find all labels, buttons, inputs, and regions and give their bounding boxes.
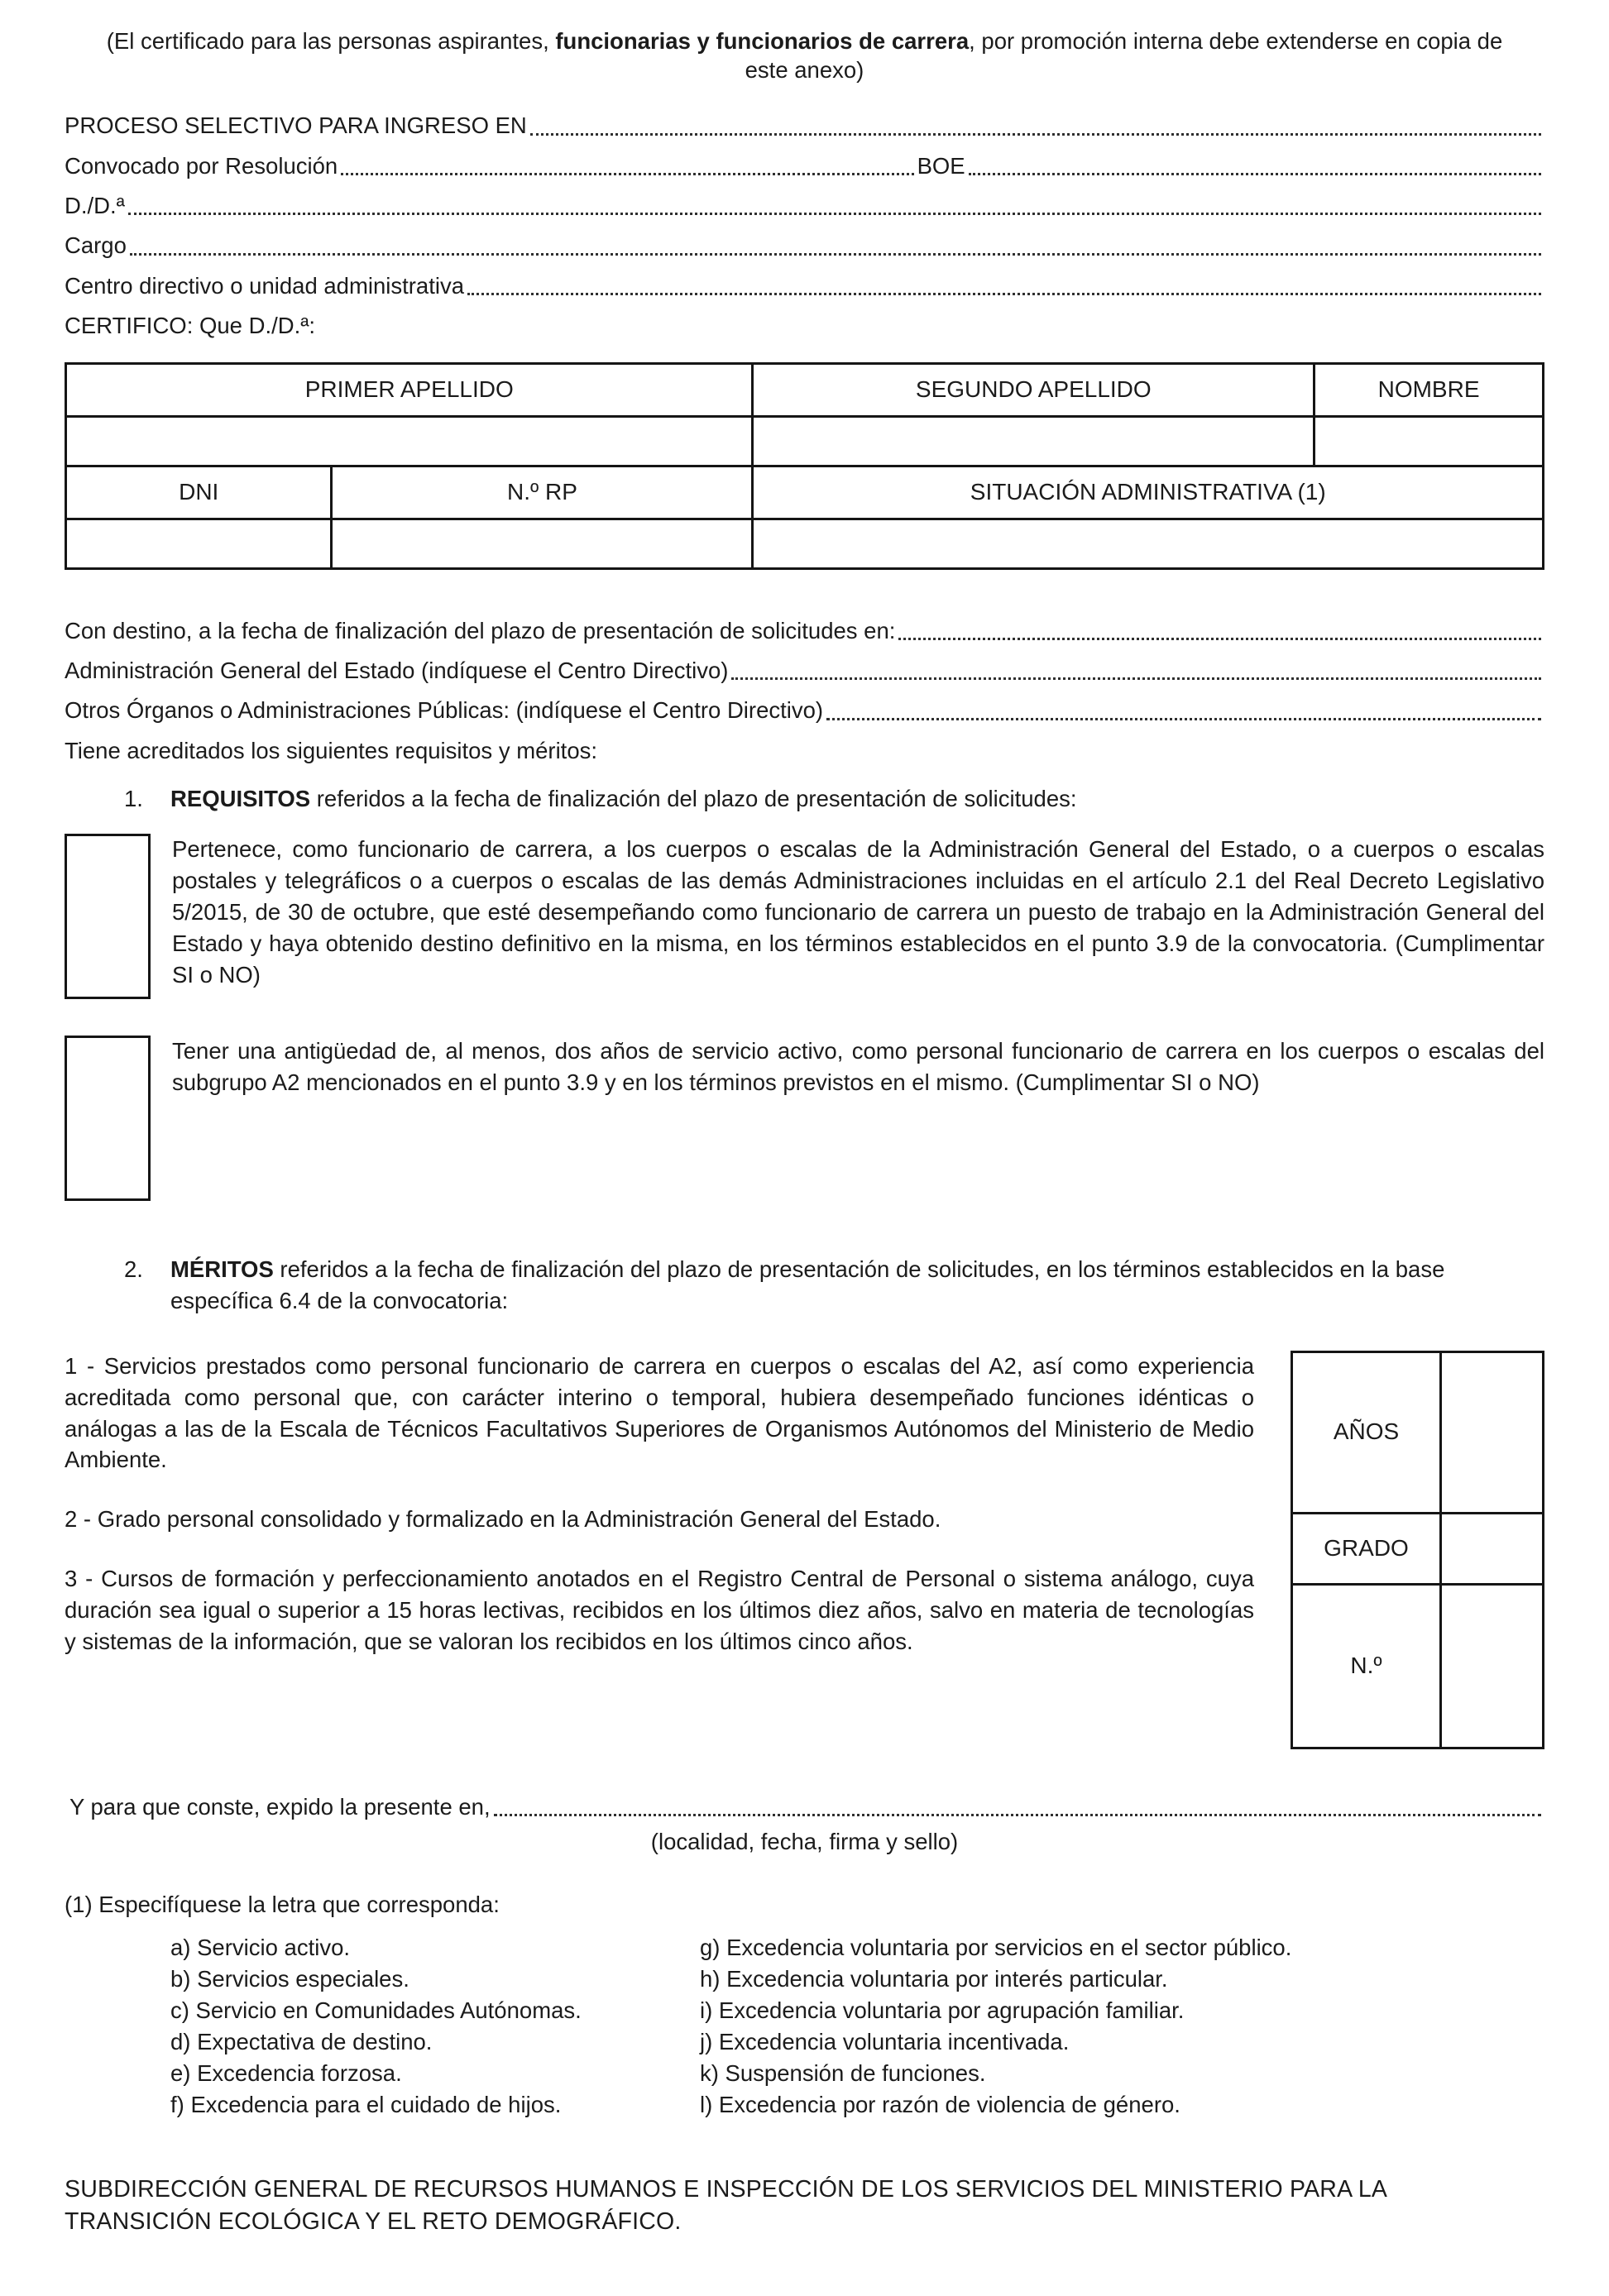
centro-label: Centro directivo o unidad administrativa <box>65 272 465 299</box>
nrp-header: N.º RP <box>332 466 753 519</box>
meritos-text-column <box>65 1351 1254 1658</box>
situacion-header: SITUACIÓN ADMINISTRATIVA (1) <box>753 466 1544 519</box>
header-note-part2: , por promoción interna debe extenderse en copia de este anexo) <box>745 28 1503 84</box>
line-proceso-selectivo <box>65 111 1544 141</box>
numero-value-cell[interactable] <box>1442 1586 1542 1747</box>
requisito-2-checkbox[interactable] <box>65 1036 151 1201</box>
requisito-2-text: Tener una antigüedad de, al menos, dos años de servicio activo, como personal funcionario de carrera en los cuerpos o escalas del subgrupo A2 mencionados en el punto 3.9 y en los términos previstos en el mismo. (Cumplimentar SI o NO) <box>172 1038 1544 1096</box>
requisitos-number: 1. <box>124 786 143 812</box>
legend-item-h: h) Excedencia voluntaria por interés particular. <box>700 1966 1168 1992</box>
footer-department: SUBDIRECCIÓN GENERAL DE RECURSOS HUMANOS E INSPECCIÓN DE LOS SERVICIOS DEL MINISTERIO PARA LA TRANSICIÓN ECOLÓGICA Y EL RETO DEMOGRÁFICO. <box>65 2176 1386 2235</box>
line-otros-organos <box>65 696 1544 725</box>
legend-item-j: j) Excedencia voluntaria incentivada. <box>700 2029 1070 2055</box>
closing-subline: (localidad, fecha, firma y sello) <box>650 1828 959 1854</box>
table-header-row-ids <box>66 466 1544 519</box>
merito-3-text: 3 - Cursos de formación y perfeccionamiento anotados en el Registro Central de Personal o sistema análogo, cuya duración sea igual o superior a 15 horas lectivas, recibidos en los últimos diez años, salvo en materia de tecnologías y sistemas de la información, que se valoran los recibidos en los últimos cinco años. <box>65 1566 1254 1655</box>
con-destino-fill-line[interactable] <box>898 638 1541 640</box>
nrp-cell[interactable] <box>332 519 753 568</box>
footnote-legend <box>170 1932 1544 2121</box>
age-centro-label: Administración General del Estado (indíquese el Centro Directivo) <box>65 657 729 683</box>
meritos-title: MÉRITOS <box>170 1256 274 1283</box>
requisitos-rest: referidos a la fecha de finalización del plazo de presentación de solicitudes: <box>310 786 1077 812</box>
line-centro-directivo <box>65 271 1544 301</box>
con-destino-label: Con destino, a la fecha de finalización del plazo de presentación de solicitudes en: <box>65 617 896 643</box>
segundo-apellido-header: SEGUNDO APELLIDO <box>753 363 1314 416</box>
cargo-label: Cargo <box>65 232 127 259</box>
anos-value-cell[interactable] <box>1442 1353 1542 1514</box>
meritos-score-table <box>1291 1351 1544 1749</box>
situacion-cell[interactable] <box>753 519 1544 568</box>
numero-label: N.º <box>1293 1586 1442 1747</box>
header-note-part1: (El certificado para las personas aspirantes, <box>106 28 556 54</box>
convocado-label: Convocado por Resolución <box>65 152 338 179</box>
tiene-acreditados-line: Tiene acreditados los siguientes requisitos y méritos: <box>65 737 598 763</box>
legend-item-l: l) Excedencia por razón de violencia de género. <box>700 2092 1180 2118</box>
legend-item-i: i) Excedencia voluntaria por agrupación familiar. <box>700 1997 1185 2024</box>
cargo-fill-line[interactable] <box>130 253 1541 256</box>
merito-2-text: 2 - Grado personal consolidado y formalizado en la Administración General del Estado. <box>65 1506 941 1533</box>
boe-label: BOE <box>917 152 965 179</box>
legend-left-column <box>170 1932 700 2121</box>
certifico-line: CERTIFICO: Que D./D.ª: <box>65 312 316 338</box>
meritos-heading <box>124 1254 1544 1315</box>
legend-item-g: g) Excedencia voluntaria por servicios en el sector público. <box>700 1935 1292 1961</box>
line-cargo <box>65 231 1544 261</box>
grado-label: GRADO <box>1293 1514 1442 1586</box>
legend-item-b: b) Servicios especiales. <box>170 1966 409 1992</box>
otros-organos-fill-line[interactable] <box>826 718 1541 720</box>
meritos-heading-text <box>170 1254 1544 1315</box>
header-note <box>98 26 1511 84</box>
meritos-number: 2. <box>124 1256 143 1283</box>
identification-table <box>65 362 1544 570</box>
requisito-item-1 <box>65 834 1544 999</box>
line-nombre-certificante <box>65 191 1544 221</box>
legend-item-f: f) Excedencia para el cuidado de hijos. <box>170 2092 562 2118</box>
merito-1-text: 1 - Servicios prestados como personal funcionario de carrera en cuerpos o escalas del A2, así como experiencia acreditada como personal que, con carácter interino o temporal, hubiera desempeñado funciones idénticas o análogas a las de la Escala de Técnicos Facultativos Superiores de Organismos Autónomos del Ministerio de Medio Ambiente. <box>65 1352 1254 1473</box>
nombre-cell[interactable] <box>1314 416 1544 466</box>
line-age-centro <box>65 656 1544 686</box>
footnote-title: (1) Especifíquese la letra que corresponda: <box>65 1891 500 1917</box>
legend-item-d: d) Expectativa de destino. <box>170 2029 433 2055</box>
primer-apellido-header: PRIMER APELLIDO <box>66 363 753 416</box>
otros-organos-label: Otros Órganos o Administraciones Públicas: (indíquese el Centro Directivo) <box>65 697 824 724</box>
closing-label: Y para que conste, expido la presente en, <box>69 1793 491 1820</box>
requisitos-heading-text <box>170 783 1544 814</box>
legend-item-k: k) Suspensión de funciones. <box>700 2060 986 2087</box>
dni-cell[interactable] <box>66 519 332 568</box>
anos-label: AÑOS <box>1293 1353 1442 1514</box>
dni-header: DNI <box>66 466 332 519</box>
line-convocado <box>65 151 1544 181</box>
header-note-bold: funcionarias y funcionarios de carrera <box>555 28 970 54</box>
legend-item-a: a) Servicio activo. <box>170 1935 351 1961</box>
line-con-destino <box>65 616 1544 646</box>
dd-fill-line[interactable] <box>128 213 1541 215</box>
meritos-block <box>65 1351 1544 1749</box>
boe-fill-line[interactable] <box>969 173 1541 175</box>
dd-label: D./D.ª <box>65 192 125 218</box>
table-header-row-names <box>66 363 1544 416</box>
resolucion-fill-line[interactable] <box>341 173 913 175</box>
centro-fill-line[interactable] <box>467 293 1541 295</box>
legend-right-column <box>700 1932 1544 2121</box>
legend-item-e: e) Excedencia forzosa. <box>170 2060 402 2087</box>
requisitos-heading <box>124 783 1544 814</box>
closing-line <box>65 1792 1544 1822</box>
meritos-rest: referidos a la fecha de finalización del plazo de presentación de solicitudes, en los términos establecidos en la base específica 6.4 de la convocatoria: <box>170 1256 1445 1313</box>
grado-value-cell[interactable] <box>1442 1514 1542 1586</box>
requisitos-title: REQUISITOS <box>170 786 311 812</box>
proceso-fill-line[interactable] <box>530 133 1541 136</box>
closing-fill-line[interactable] <box>494 1814 1541 1816</box>
legend-item-c: c) Servicio en Comunidades Autónomas. <box>170 1997 582 2024</box>
table-row-names-values <box>66 416 1544 466</box>
requisito-1-checkbox[interactable] <box>65 834 151 999</box>
segundo-apellido-cell[interactable] <box>753 416 1314 466</box>
primer-apellido-cell[interactable] <box>66 416 753 466</box>
age-centro-fill-line[interactable] <box>731 677 1541 680</box>
table-row-ids-values <box>66 519 1544 568</box>
nombre-header: NOMBRE <box>1314 363 1544 416</box>
requisito-1-text: Pertenece, como funcionario de carrera, a los cuerpos o escalas de la Administración General del Estado, o a cuerpos o escalas postales y telegráficos o a cuerpos o escalas de las demás Administraciones incluidas en el artículo 2.1 del Real Decreto Legislativo 5/2015, de 30 de octubre, que esté desempeñando como funcionario de carrera un puesto de trabajo en la Administración General del Estado y haya obtenido destino definitivo en la misma, en los términos establecidos en el punto 3.9 de la convocatoria. (Cumplimentar SI o NO) <box>172 836 1544 988</box>
proceso-label: PROCESO SELECTIVO PARA INGRESO EN <box>65 112 527 139</box>
requisito-item-2 <box>65 1036 1544 1201</box>
